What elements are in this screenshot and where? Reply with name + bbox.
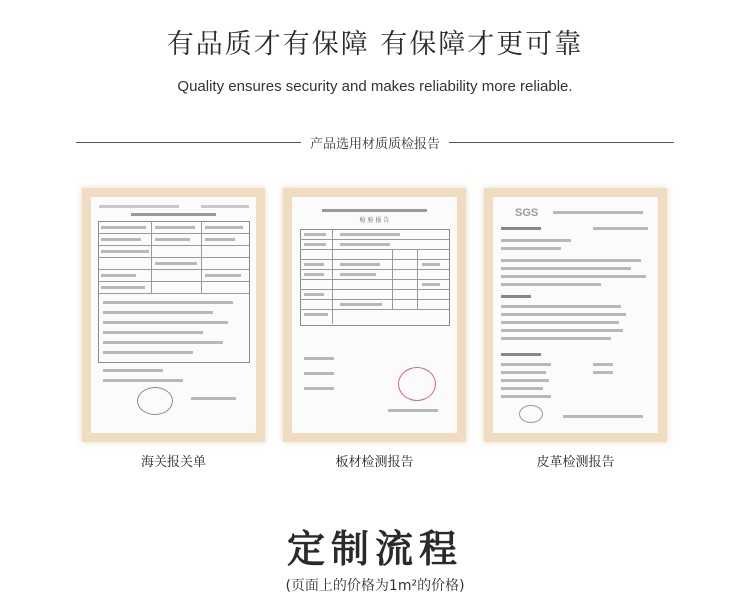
divider-line-right — [449, 142, 674, 143]
subheadline: Quality ensures security and makes reliability more reliable. — [177, 78, 573, 95]
headline: 有品质才有保障 有保障才更可靠 — [166, 29, 584, 60]
board-inspection-caption: 板材检测报告 — [335, 455, 414, 470]
report-heading: 检 验 报 告 — [359, 217, 390, 224]
customs-declaration-card — [82, 188, 265, 442]
leather-test-caption: 皮革检测报告 — [536, 455, 615, 470]
customs-declaration-caption: 海关报关单 — [140, 455, 206, 470]
section-label: 产品选用材质质检报告 — [309, 137, 440, 152]
board-inspection-card — [283, 188, 466, 442]
process-title: 定制流程 — [286, 527, 463, 571]
sgs-logo: SGS — [515, 207, 539, 219]
leather-test-card — [484, 188, 667, 442]
customs-declaration-document-image — [91, 197, 256, 433]
section-divider — [76, 133, 674, 153]
leather-test-report-image — [493, 197, 658, 433]
price-note: (页面上的价格为1m²的价格) — [285, 578, 465, 594]
board-inspection-report-image — [292, 197, 457, 433]
